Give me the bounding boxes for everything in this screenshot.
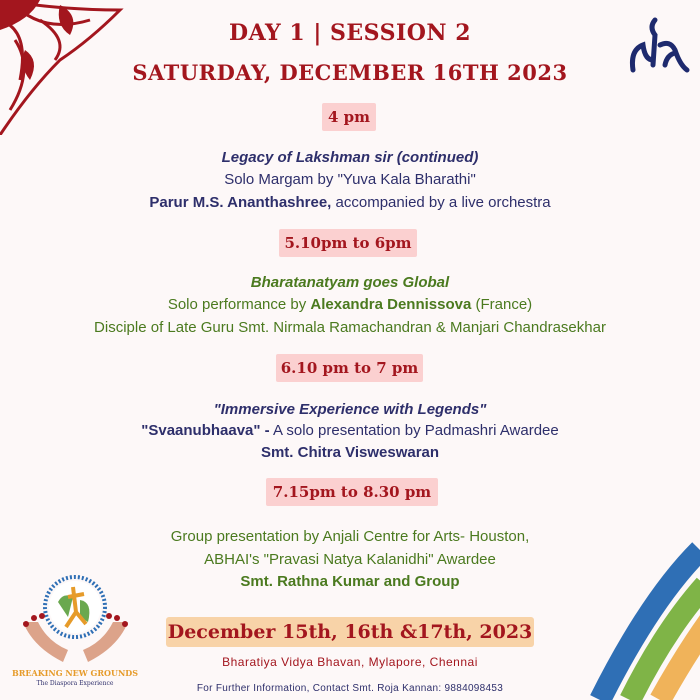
brand-title: BREAKING NEW GROUNDS xyxy=(12,668,138,678)
contact-text: For Further Information, Contact Smt. Roja Kannan: 9884098453 xyxy=(196,683,504,694)
performer-name: Alexandra Dennissova xyxy=(310,296,472,313)
brand-subtitle: The Diaspora Experience xyxy=(36,680,114,687)
session-title: Bharatanatyam goes Global xyxy=(250,274,450,291)
breaking-new-grounds-logo xyxy=(18,572,133,667)
time-badge: 4 pm xyxy=(322,103,376,131)
session-title: "Immersive Experience with Legends" xyxy=(213,401,487,418)
session-line: Disciple of Late Guru Smt. Nirmala Ramachandran & Manjari Chandrasekhar xyxy=(94,319,606,336)
performer-name: Smt. Chitra Visweswaran xyxy=(260,444,440,461)
venue-text: Bharatiya Vidya Bhavan, Mylapore, Chennai xyxy=(222,655,478,669)
session-line xyxy=(0,193,700,213)
session-line-rest: A solo presentation by Padmashri Awardee xyxy=(269,422,559,439)
session-line xyxy=(0,295,700,315)
session-line xyxy=(0,421,700,441)
performance-name: "Svaanubhaava" - xyxy=(141,422,270,439)
session-title: Legacy of Lakshman sir (continued) xyxy=(221,149,479,166)
day-session-heading: DAY 1 | SESSION 2 xyxy=(228,20,472,46)
time-badge: 5.10pm to 6pm xyxy=(279,229,417,257)
time-badge: 7.15pm to 8.30 pm xyxy=(266,478,438,506)
session-line-rest: accompanied by a live orchestra xyxy=(331,194,551,211)
performer-name: Parur M.S. Ananthashree, xyxy=(149,194,332,211)
session-line: Group presentation by Anjali Centre for Arts- Houston, xyxy=(170,528,530,545)
brush-stroke-decoration xyxy=(580,540,700,700)
performer-name: Smt. Rathna Kumar and Group xyxy=(240,573,460,590)
session-line: Solo Margam by "Yuva Kala Bharathi" xyxy=(224,171,476,188)
session-line-post: (France) xyxy=(471,296,533,313)
festival-dates-badge: December 15th, 16th &17th, 2023 xyxy=(166,617,534,647)
session-line-pre: Solo performance by xyxy=(167,296,311,313)
time-badge: 6.10 pm to 7 pm xyxy=(276,354,423,382)
session-line: ABHAI's "Pravasi Natya Kalanidhi" Awardee xyxy=(204,551,496,568)
date-heading: SATURDAY, DECEMBER 16TH 2023 xyxy=(132,60,568,85)
